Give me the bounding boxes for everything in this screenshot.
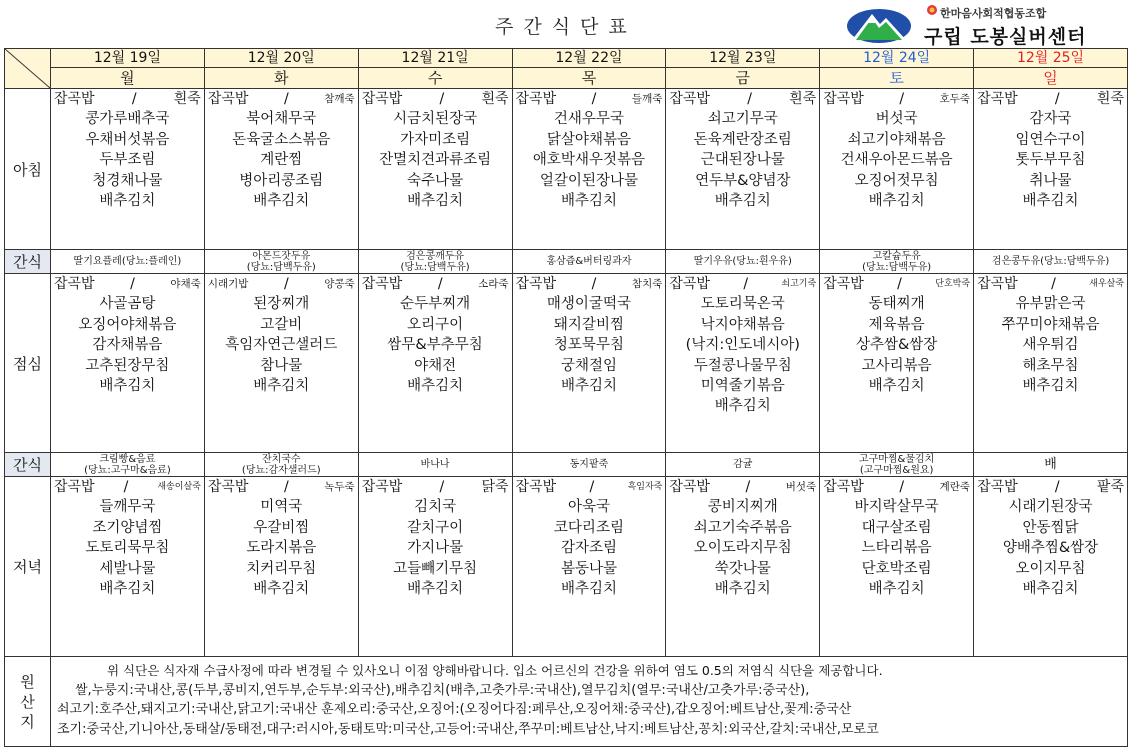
meal-label: 아침: [5, 89, 51, 250]
porridge-label: 호두죽: [939, 93, 971, 105]
porridge-label: 흰죽: [481, 91, 509, 107]
porridge-label: 흰죽: [1096, 91, 1124, 107]
snack-cell: [358, 250, 512, 274]
rice-label: 잡곡밥: [361, 276, 403, 292]
snack-item: (당뇨:담백두유): [400, 261, 470, 273]
rice-separator: /: [283, 276, 289, 292]
date-cell: 12월 20일: [204, 49, 358, 68]
rice-line: [513, 274, 666, 294]
breakfast-row: [5, 89, 1128, 250]
menu-item: 고들빼기무침: [393, 560, 478, 577]
menu-item: 가지나물: [407, 540, 464, 557]
rice-separator: /: [123, 479, 129, 495]
menu-item: 봄동나물: [560, 560, 617, 577]
menu-item: 대구살조림: [861, 519, 932, 536]
date-cell: 12월 23일: [666, 49, 820, 68]
snack-cell: [666, 250, 820, 274]
snack-item: 아몬드잣두유: [252, 250, 311, 262]
menu-item: 단호박조림: [861, 560, 932, 577]
menu-item: 조기양념찜: [92, 519, 163, 536]
origin-label-char: 지: [20, 712, 35, 731]
date-cell: 12월 24일: [820, 49, 974, 68]
rice-line: [205, 274, 358, 294]
snack-item: 검은콩깨두유: [406, 250, 465, 262]
rice-separator: /: [589, 479, 595, 495]
rice-label: 시래기밥: [207, 278, 249, 290]
menu-item: 배추김치: [253, 192, 310, 209]
menu-cell: [974, 274, 1128, 453]
menu-item: 미역국: [260, 499, 303, 516]
rice-line: [974, 477, 1127, 497]
snack-cell: [204, 453, 358, 477]
snack-row-1: [5, 250, 1128, 274]
rice-separator: /: [1054, 479, 1060, 495]
rice-label: 잡곡밥: [515, 479, 557, 495]
menu-item: 배추김치: [714, 580, 771, 597]
origin-label: [5, 657, 51, 747]
rice-separator: /: [897, 276, 902, 292]
weekday-cell: 목: [512, 68, 666, 89]
snack-label: 간식: [5, 250, 51, 274]
porridge-label: 참깨죽: [324, 93, 355, 105]
menu-item: 미역줄기볶음: [700, 377, 785, 394]
weekday-cell: 수: [358, 68, 512, 89]
rice-separator: /: [745, 479, 751, 495]
rice-label: 잡곡밥: [823, 276, 864, 292]
rice-line: [820, 274, 973, 294]
org-name: 한마음사회적협동조합: [940, 7, 1047, 20]
rice-label: 잡곡밥: [515, 276, 557, 292]
lunch-row: [5, 274, 1128, 453]
center-name: 구립 도봉실버센터: [924, 26, 1087, 48]
porridge-label: 양콩죽: [324, 278, 355, 290]
menu-item: 닭살야채볶음: [546, 131, 631, 148]
rice-line: [974, 274, 1127, 294]
rice-label: 잡곡밥: [361, 91, 403, 107]
menu-item: 건새우아몬드볶음: [840, 152, 953, 169]
menu-item: 코다리조림: [553, 519, 624, 536]
menu-item: 오징어야채볶음: [78, 316, 177, 333]
rice-label: 잡곡밥: [669, 276, 710, 292]
menu-item: 쇠고기숙주볶음: [693, 519, 792, 536]
date-cell: 12월 21일: [358, 49, 512, 68]
menu-item: 감자조림: [560, 540, 617, 557]
menu-item: 배추김치: [407, 580, 464, 597]
rice-line: [513, 477, 666, 497]
diagonal-line-icon: [5, 49, 50, 88]
menu-item: 배추김치: [714, 398, 771, 415]
rice-separator: /: [439, 479, 445, 495]
meal-label: 점심: [5, 274, 51, 453]
date-row: [5, 49, 1128, 68]
menu-item: 배추김치: [99, 377, 156, 394]
snack-item: 검은콩두유(당뇨:담백두유): [991, 256, 1110, 267]
rice-separator: /: [283, 91, 289, 107]
rice-line: [359, 89, 512, 109]
snack-cell: [51, 250, 205, 274]
menu-item: 안동찜닭: [1022, 519, 1079, 536]
rice-label: 잡곡밥: [977, 91, 1018, 107]
menu-item: 취나물: [1029, 172, 1072, 189]
menu-item: 버섯국: [875, 111, 918, 128]
menu-item: 김치국: [414, 499, 457, 516]
origin-label-char: 산: [20, 692, 35, 711]
rice-separator: /: [283, 479, 289, 495]
menu-cell: [820, 477, 974, 657]
menu-item: 병아리콩조림: [239, 172, 324, 189]
snack-item: (당뇨:담백두유): [862, 261, 932, 273]
rice-label: 잡곡밥: [669, 479, 710, 495]
snack-item: (당뇨:고구마&음료): [84, 464, 171, 476]
rice-separator: /: [1054, 91, 1060, 107]
rice-label: 잡곡밥: [669, 91, 710, 107]
menu-item: 도토리묵무침: [85, 540, 170, 557]
menu-item: 사골곰탕: [99, 296, 156, 313]
rice-line: [51, 89, 204, 109]
weekly-menu-table: [4, 48, 1128, 747]
snack-cell: [204, 250, 358, 274]
menu-item: 감자국: [1029, 111, 1072, 128]
page-title: 주간식단표: [495, 16, 637, 38]
menu-item: 새우튀김: [1022, 337, 1079, 354]
menu-item: 배추김치: [99, 192, 156, 209]
snack-item: 고구마찜&물김치: [858, 453, 935, 465]
menu-item: 세발나물: [99, 560, 156, 577]
porridge-label: 새우살죽: [1089, 279, 1124, 289]
menu-item: 상추쌈&쌈장: [855, 337, 938, 354]
rice-line: [820, 89, 973, 109]
menu-item: 유부맑은국: [1015, 296, 1086, 313]
snack-item: 딸기요플레(당뇨:플레인): [73, 256, 182, 267]
menu-item: 계란찜: [260, 152, 303, 169]
weekday-cell: 토: [820, 68, 974, 89]
snack-cell: [974, 453, 1128, 477]
menu-cell: [204, 274, 358, 453]
rice-label: 잡곡밥: [823, 479, 864, 495]
rice-separator: /: [899, 479, 905, 495]
menu-item: 배추김치: [560, 377, 617, 394]
snack-item: (고구마찜&원요): [859, 464, 934, 476]
porridge-label: 단호박죽: [935, 279, 971, 289]
menu-item: 돈육굴소스볶음: [232, 131, 331, 148]
menu-cell: [512, 477, 666, 657]
menu-cell: [512, 274, 666, 453]
coop-logo-icon: [926, 4, 938, 16]
menu-item: 얼갈이된장나물: [539, 172, 638, 189]
menu-item: 궁채절임: [560, 357, 617, 374]
snack-item: (당뇨:담백두유): [246, 261, 316, 273]
rice-label: 잡곡밥: [207, 91, 249, 107]
menu-item: 갈치구이: [407, 519, 464, 536]
porridge-label: 버섯죽: [785, 481, 817, 493]
porridge-label: 녹두죽: [324, 481, 355, 493]
rice-separator: /: [899, 91, 905, 107]
menu-item: 톳두부무침: [1015, 152, 1086, 169]
meal-label: 저녁: [5, 477, 51, 657]
menu-item: 된장찌개: [253, 296, 310, 313]
porridge-label: 계란죽: [939, 481, 971, 493]
mountain-logo-icon: [846, 4, 912, 44]
menu-cell: [974, 477, 1128, 657]
menu-item: 참나물: [260, 357, 303, 374]
rice-line: [666, 477, 819, 497]
snack-cell: [358, 453, 512, 477]
rice-separator: /: [747, 91, 752, 107]
menu-cell: [358, 477, 512, 657]
menu-item: 우채버섯볶음: [85, 131, 170, 148]
porridge-label: 흰죽: [173, 91, 201, 107]
menu-item: 배추김치: [407, 377, 464, 394]
origin-line: 쌀,누룽지:국내산,콩(두부,콩비지,연두부,순두부:외국산),배추김치(배추,고춧가루:국내산),열무김치(열무:국내산/고춧가루:중국산),: [75, 682, 810, 698]
snack-item: 바나나: [420, 459, 450, 470]
origin-notes: [51, 657, 1128, 747]
rice-line: [666, 274, 819, 294]
menu-item: 연두부&양념장: [695, 172, 791, 189]
menu-item: 돈육계란장조림: [693, 131, 792, 148]
rice-label: 잡곡밥: [207, 479, 249, 495]
weekday-cell: 월: [51, 68, 205, 89]
menu-cell: [204, 477, 358, 657]
menu-item: 임연수구이: [1015, 131, 1086, 148]
snack-item: 고칼슘두유: [872, 250, 921, 262]
menu-item: 들깨무국: [99, 499, 156, 516]
rice-separator: /: [591, 276, 597, 292]
rice-line: [51, 477, 204, 497]
weekday-row: [5, 68, 1128, 89]
rice-line: [974, 89, 1127, 109]
menu-item: 가자미조림: [400, 131, 471, 148]
menu-cell: [358, 89, 512, 250]
menu-item: 느타리볶음: [861, 540, 932, 557]
snack-cell: [666, 453, 820, 477]
menu-item: 제육볶음: [868, 316, 925, 333]
rice-line: [359, 477, 512, 497]
origin-label-char: 원: [20, 672, 35, 691]
snack-item: 배: [1044, 457, 1057, 472]
snack-item: (당뇨:감자샐러드): [241, 464, 321, 476]
menu-item: 낙지야채볶음: [700, 316, 785, 333]
menu-cell: [666, 89, 820, 250]
origin-line: 쇠고기:호주산,돼지고기:국내산,닭고기:국내산 훈제오리:중국산,오징어:(오징어다짐:페루산,오징어채:중국산),갑오징어:베트남산,꽃게:중국산: [57, 702, 852, 717]
menu-item: 쌈무&부추무침: [387, 337, 483, 354]
menu-cell: [820, 274, 974, 453]
rice-label: 잡곡밥: [54, 479, 95, 495]
date-cell: 12월 25일: [974, 49, 1128, 68]
snack-item: 홍삼즙&버터링과자: [546, 256, 632, 267]
menu-item: 오이지무침: [1015, 560, 1086, 577]
porridge-label: 닭죽: [481, 479, 509, 495]
menu-item: 쇠고기야채볶음: [847, 131, 946, 148]
menu-item: 쭈꾸미야채볶음: [1001, 316, 1100, 333]
rice-separator: /: [439, 91, 445, 107]
porridge-label: 야채죽: [170, 278, 201, 290]
snack-item: 감귤: [733, 459, 753, 470]
menu-item: 매생이굴떡국: [546, 296, 631, 313]
menu-item: 배추김치: [560, 580, 617, 597]
menu-item: 야채전: [414, 357, 457, 374]
menu-item: 해초무침: [1022, 357, 1079, 374]
snack-item: 크림빵&음료: [99, 453, 156, 465]
porridge-label: 팥죽: [1096, 479, 1124, 495]
menu-item: 아욱국: [567, 499, 610, 516]
date-cell: 12월 19일: [51, 49, 205, 68]
snack-cell: [820, 250, 974, 274]
porridge-label: 새송이살죽: [157, 482, 201, 492]
snack-cell: [974, 250, 1128, 274]
menu-cell: [51, 274, 205, 453]
rice-label: 잡곡밥: [977, 276, 1018, 292]
menu-item: 배추김치: [714, 192, 771, 209]
menu-item: 잔멸치견과류조림: [379, 152, 492, 169]
rice-separator: /: [591, 91, 597, 107]
menu-item: 애호박새우젓볶음: [532, 152, 645, 169]
menu-item: 쑥갓나물: [714, 560, 771, 577]
porridge-label: 흰죽: [789, 91, 817, 107]
menu-item: 배추김치: [868, 580, 925, 597]
menu-item: 배추김치: [1022, 192, 1079, 209]
menu-item: 북어채무국: [246, 111, 317, 128]
menu-item: 청경채나물: [92, 172, 163, 189]
menu-item: 고추된장무침: [85, 357, 170, 374]
menu-cell: [820, 89, 974, 250]
menu-item: (낙지:인도네시아): [685, 337, 800, 354]
menu-cell: [358, 274, 512, 453]
snack-cell: [512, 453, 666, 477]
menu-item: 동태찌개: [868, 296, 925, 313]
menu-item: 돼지갈비찜: [553, 316, 624, 333]
date-cell: 12월 22일: [512, 49, 666, 68]
menu-item: 배추김치: [868, 377, 925, 394]
rice-label: 잡곡밥: [361, 479, 403, 495]
menu-item: 순두부찌개: [400, 296, 471, 313]
menu-item: 두부조림: [99, 152, 156, 169]
weekday-cell: 화: [204, 68, 358, 89]
snack-item: 잔치국수: [261, 453, 301, 465]
rice-separator: /: [1051, 276, 1056, 292]
rice-line: [205, 89, 358, 109]
menu-item: 배추김치: [1022, 580, 1079, 597]
rice-label: 잡곡밥: [54, 276, 95, 292]
menu-item: 도라지볶음: [246, 540, 317, 557]
rice-separator: /: [437, 276, 443, 292]
menu-item: 배추김치: [253, 580, 310, 597]
menu-item: 배추김치: [99, 580, 156, 597]
rice-label: 잡곡밥: [515, 91, 557, 107]
menu-item: 두절콩나물무침: [693, 357, 792, 374]
rice-separator: /: [131, 91, 137, 107]
menu-item: 바지락살무국: [854, 499, 939, 516]
menu-item: 도토리묵온국: [700, 296, 785, 313]
weekday-cell: 금: [666, 68, 820, 89]
menu-cell: [512, 89, 666, 250]
menu-item: 콩비지찌개: [707, 499, 778, 516]
menu-item: 배추김치: [407, 192, 464, 209]
menu-item: 쇠고기무국: [707, 111, 778, 128]
menu-item: 근대된장나물: [700, 152, 785, 169]
menu-cell: [51, 477, 205, 657]
dinner-row: [5, 477, 1128, 657]
origin-line: 조기:중국산,기니아산,동태살/동태전,대구:러시아,동태토막:미국산,고등어:국내산,쭈꾸미:베트남산,낙지:베트남산,꽁치:외국산,갈치:국내산,모로코: [57, 721, 879, 737]
origin-line: 위 식단은 식자재 수급사정에 따라 변경될 수 있사오니 이점 양해바랍니다. 입소 어르신의 건강을 위하여 염도 0.5의 저염식 식단을 제공합니다.: [107, 663, 883, 678]
menu-item: 우갈비찜: [253, 519, 310, 536]
snack-cell: [51, 453, 205, 477]
snack-row-2: [5, 453, 1128, 477]
menu-item: 콩가루배추국: [85, 111, 170, 128]
menu-cell: [204, 89, 358, 250]
rice-line: [513, 89, 666, 109]
rice-line: [51, 274, 204, 294]
menu-item: 고사리볶음: [861, 357, 932, 374]
origin-row: [5, 657, 1128, 747]
snack-label: 간식: [5, 453, 51, 477]
rice-separator: /: [743, 276, 749, 292]
menu-item: 건새우무국: [553, 111, 624, 128]
porridge-label: 참치죽: [631, 278, 663, 290]
menu-item: 배추김치: [253, 377, 310, 394]
rice-line: [820, 477, 973, 497]
snack-cell: [512, 250, 666, 274]
menu-item: 배추김치: [868, 192, 925, 209]
menu-cell: [51, 89, 205, 250]
menu-item: 치커리무침: [246, 560, 317, 577]
rice-label: 잡곡밥: [977, 479, 1018, 495]
menu-item: 숙주나물: [407, 172, 464, 189]
menu-item: 배추김치: [560, 192, 617, 209]
porridge-label: 소라죽: [478, 278, 509, 290]
rice-line: [666, 89, 819, 109]
snack-item: 딸기우유(당뇨:흰우유): [693, 256, 792, 267]
menu-item: 양배추찜&쌈장: [1002, 540, 1099, 557]
menu-item: 오이도라지무침: [693, 540, 792, 557]
menu-item: 오리구이: [407, 316, 464, 333]
menu-item: 고갈비: [260, 316, 303, 333]
menu-item: 감자채볶음: [92, 337, 163, 354]
corner-cell: [5, 49, 51, 89]
menu-item: 시금치된장국: [393, 111, 478, 128]
menu-cell: [666, 274, 820, 453]
snack-cell: [820, 453, 974, 477]
menu-cell: [974, 89, 1128, 250]
snack-item: 동지팥죽: [569, 459, 609, 470]
rice-label: 잡곡밥: [823, 91, 864, 107]
menu-item: 흑임자연근샐러드: [225, 337, 338, 354]
rice-line: [359, 274, 512, 294]
porridge-label: 쇠고기죽: [781, 279, 817, 289]
rice-line: [205, 477, 358, 497]
weekday-cell: 일: [974, 68, 1128, 89]
menu-item: 오징어젓무침: [854, 172, 939, 189]
rice-label: 잡곡밥: [54, 91, 95, 107]
menu-cell: [666, 477, 820, 657]
menu-item: 배추김치: [1022, 377, 1079, 394]
porridge-label: 흑임자죽: [627, 482, 663, 492]
page-header: [0, 0, 1131, 48]
menu-item: 청포묵무침: [553, 337, 624, 354]
menu-item: 시래기된장국: [1008, 499, 1093, 516]
rice-separator: /: [130, 276, 135, 292]
porridge-label: 들깨죽: [631, 93, 663, 105]
